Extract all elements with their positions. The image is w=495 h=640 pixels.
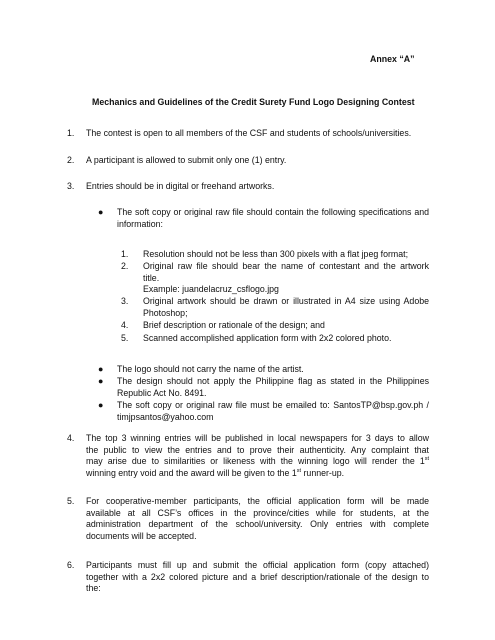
- bullet-icon: ●: [98, 400, 104, 410]
- spec-line: Brief description or rationale of the design; and: [143, 320, 325, 330]
- item-number: 1.: [67, 128, 75, 138]
- item-line: the:: [86, 583, 101, 594]
- item-text: [86, 560, 429, 595]
- bullet-text: [117, 400, 429, 423]
- superscript: st: [296, 467, 302, 474]
- item-number: 2.: [67, 155, 75, 165]
- bullet-line: The logo should not carry the name of the artist.: [117, 364, 304, 374]
- bullet-line: The soft copy or original raw file should contain the following specifications and: [117, 207, 429, 217]
- spec-line: Resolution should not be less than 300 pixels with a flat jpeg format;: [143, 249, 409, 259]
- bullet-text: [117, 376, 429, 399]
- item-text: [86, 433, 429, 479]
- item-line: [86, 468, 429, 480]
- spec-number: 2.: [121, 261, 129, 271]
- item-line: Participants must fill up and submit the official application form (copy attached): [86, 560, 429, 570]
- item-number: 5.: [67, 496, 75, 506]
- bullet-line: The soft copy or original raw file must be emailed to: SantosTP@bsp.gov.ph /: [117, 400, 429, 410]
- item-line: A participant is allowed to submit only one (1) entry.: [86, 155, 287, 165]
- spec-number: 1.: [121, 249, 129, 259]
- item-line: The top 3 winning entries will be published in local newspapers for 3 days to allow: [86, 433, 429, 443]
- bullet-line: timjpsantos@yahoo.com: [117, 411, 214, 422]
- spec-number: 4.: [121, 320, 129, 330]
- bullet-line: The design should not apply the Philippine flag as stated in the Philippines: [117, 376, 429, 386]
- spec-text: [143, 333, 429, 345]
- spec-line: Original raw file should bear the name of contestant and the artwork: [143, 261, 429, 271]
- bullet-text: [117, 207, 429, 230]
- spec-text: [143, 261, 429, 296]
- item-number: 4.: [67, 433, 75, 443]
- item-line: available at all CSF’s offices in the province/cities while for students, at the: [86, 507, 429, 518]
- item-line: documents will be accepted.: [86, 530, 197, 541]
- spec-text: [143, 296, 429, 319]
- item-line: administration department of the school/university. Only entries with complete: [86, 519, 429, 530]
- spec-line: Example: juandelacruz_csflogo.jpg: [143, 284, 279, 295]
- item-line-text: winning entry void and the award will be given to the 1: [86, 467, 297, 478]
- item-line: together with a 2x2 colored picture and a brief description/rationale of the design to: [86, 571, 429, 582]
- spec-text: [143, 320, 429, 332]
- item-number: 3.: [67, 181, 75, 191]
- item-line: The contest is open to all members of the CSF and students of schools/universities.: [86, 128, 412, 138]
- bullet-icon: ●: [98, 364, 104, 374]
- spec-number: 5.: [121, 333, 129, 343]
- item-text: [86, 155, 429, 167]
- spec-number: 3.: [121, 296, 129, 306]
- spec-line: title.: [143, 272, 160, 283]
- item-text: [86, 128, 429, 140]
- item-line: the public to view the entries and to prove their authenticity. Any complaint that: [86, 444, 429, 455]
- spec-line: Original artwork should be drawn or illustrated in A4 size using Adobe: [143, 296, 429, 306]
- item-number: 6.: [67, 560, 75, 570]
- item-text: [86, 496, 429, 542]
- item-line: For cooperative-member participants, the official application form will be made: [86, 496, 429, 506]
- document-title: Mechanics and Guidelines of the Credit Surety Fund Logo Designing Contest: [92, 97, 415, 107]
- spec-line: Scanned accomplished application form with 2x2 colored photo.: [143, 333, 392, 343]
- item-line: [86, 456, 429, 468]
- item-line-text: runner-up.: [301, 467, 345, 478]
- annex-label: Annex “A”: [370, 54, 415, 64]
- item-text: [86, 181, 429, 193]
- spec-text: [143, 249, 429, 261]
- bullet-line: Republic Act No. 8491.: [117, 387, 207, 398]
- superscript: st: [424, 456, 429, 463]
- item-line-text: may arise due to similarities or likeness with the winning logo will render the 1: [86, 456, 425, 467]
- item-line: Entries should be in digital or freehand artworks.: [86, 181, 275, 191]
- spec-line: Photoshop;: [143, 307, 188, 318]
- bullet-icon: ●: [98, 207, 104, 217]
- bullet-icon: ●: [98, 376, 104, 386]
- bullet-text: [117, 364, 429, 376]
- bullet-line: information:: [117, 218, 163, 229]
